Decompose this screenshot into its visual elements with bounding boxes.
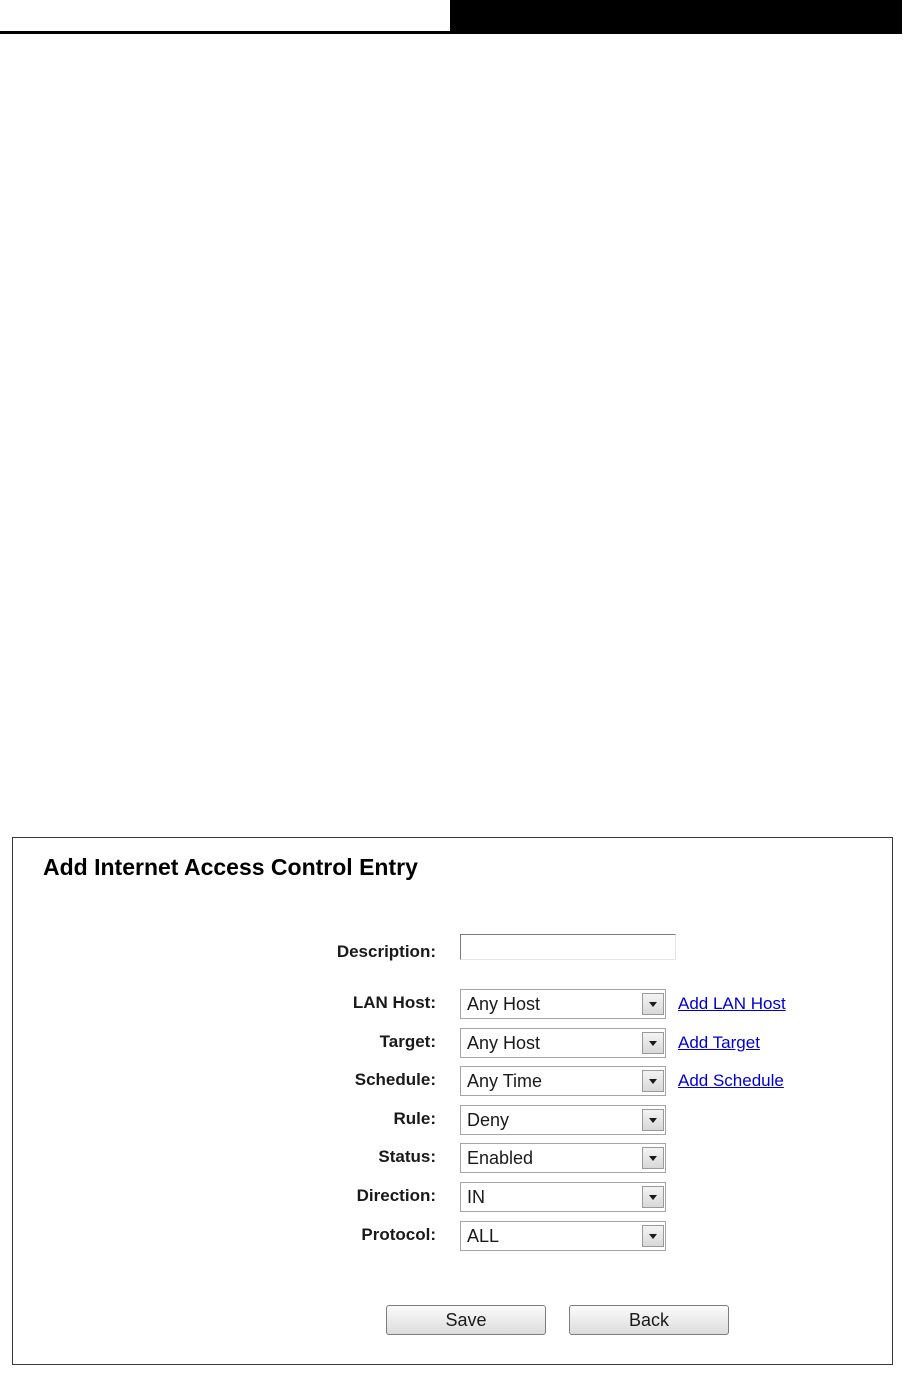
chevron-down-icon[interactable] bbox=[642, 1070, 664, 1092]
chevron-down-icon[interactable] bbox=[642, 1186, 664, 1208]
header-bar bbox=[450, 0, 902, 31]
rule-label: Rule: bbox=[393, 1109, 436, 1128]
add-lan-host-link[interactable]: Add LAN Host bbox=[678, 994, 786, 1013]
schedule-row bbox=[13, 1066, 892, 1096]
description-label: Description: bbox=[336, 942, 436, 961]
add-schedule-link[interactable]: Add Schedule bbox=[678, 1071, 784, 1090]
protocol-row bbox=[13, 1221, 892, 1251]
schedule-label: Schedule: bbox=[354, 1070, 436, 1089]
status-row bbox=[13, 1143, 892, 1173]
chevron-down-icon[interactable] bbox=[642, 1225, 664, 1247]
description-row bbox=[13, 938, 892, 968]
protocol-label: Protocol: bbox=[361, 1225, 436, 1244]
schedule-select[interactable] bbox=[460, 1066, 666, 1096]
status-label: Status: bbox=[378, 1147, 436, 1166]
description-input[interactable] bbox=[460, 934, 676, 960]
protocol-select[interactable] bbox=[460, 1221, 666, 1251]
chevron-down-icon[interactable] bbox=[642, 1032, 664, 1054]
rule-row bbox=[13, 1105, 892, 1135]
header-rule bbox=[0, 31, 902, 34]
back-button[interactable]: Back bbox=[569, 1305, 729, 1335]
target-value: Any Host bbox=[467, 1033, 541, 1053]
direction-row bbox=[13, 1182, 892, 1212]
rule-value: Deny bbox=[467, 1110, 510, 1130]
status-value: Enabled bbox=[467, 1148, 534, 1168]
save-button[interactable]: Save bbox=[386, 1305, 546, 1335]
access-control-entry-panel bbox=[12, 837, 893, 1365]
protocol-value: ALL bbox=[467, 1226, 500, 1246]
status-select[interactable] bbox=[460, 1143, 666, 1173]
target-select[interactable] bbox=[460, 1028, 666, 1058]
lan-host-value: Any Host bbox=[467, 994, 541, 1014]
chevron-down-icon[interactable] bbox=[642, 1147, 664, 1169]
direction-value: IN bbox=[467, 1187, 485, 1207]
schedule-value: Any Time bbox=[467, 1071, 543, 1091]
panel-title: Add Internet Access Control Entry bbox=[43, 854, 418, 880]
direction-label: Direction: bbox=[356, 1186, 436, 1205]
target-label: Target: bbox=[379, 1032, 436, 1051]
add-target-link[interactable]: Add Target bbox=[678, 1033, 760, 1052]
rule-select[interactable] bbox=[460, 1105, 666, 1135]
lan-host-select[interactable] bbox=[460, 989, 666, 1019]
chevron-down-icon[interactable] bbox=[642, 1109, 664, 1131]
target-row bbox=[13, 1028, 892, 1058]
lan-host-label: LAN Host: bbox=[352, 993, 436, 1012]
direction-select[interactable] bbox=[460, 1182, 666, 1212]
chevron-down-icon[interactable] bbox=[642, 993, 664, 1015]
lan-host-row bbox=[13, 989, 892, 1019]
